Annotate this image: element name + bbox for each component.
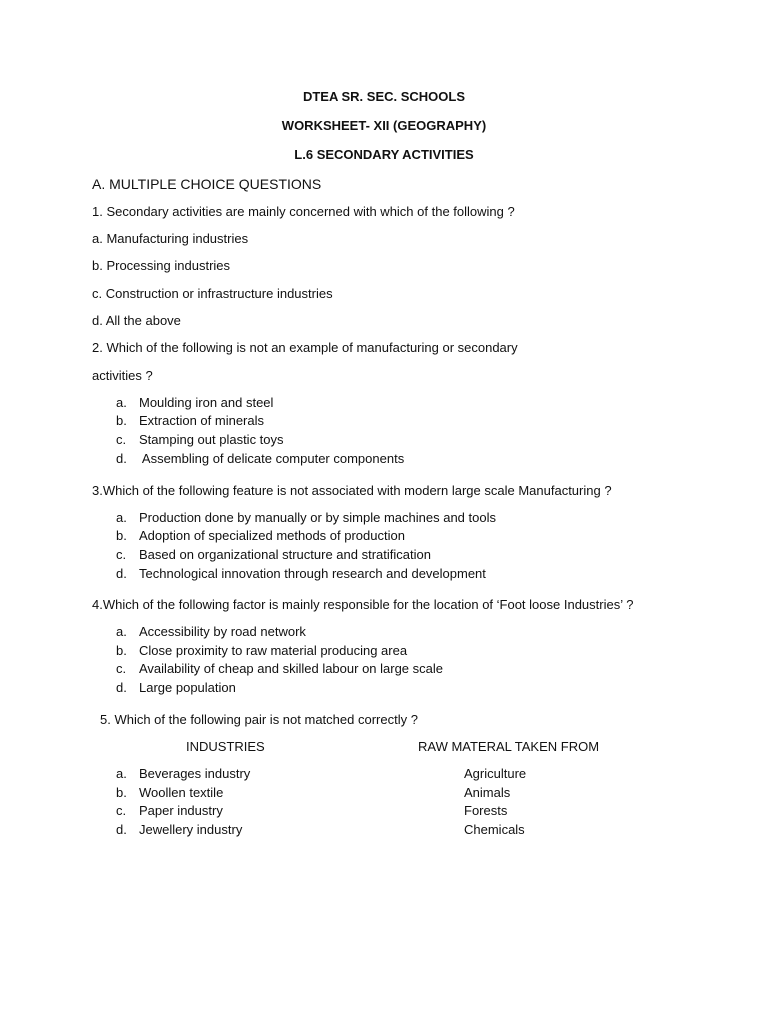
q3-option-c-text: Based on organizational structure and stratification xyxy=(139,547,431,562)
q3-option-b-label: b. xyxy=(116,528,127,543)
q4-option-d-text: Large population xyxy=(139,680,236,695)
q5-row-c-industry: Paper industry xyxy=(139,803,223,818)
school-name: DTEA SR. SEC. SCHOOLS xyxy=(302,89,466,104)
q2-option-d-label: d. xyxy=(116,451,127,466)
question-4: 4.Which of the following factor is mainly responsible for the location of ‘Foot loose Industries’ ? xyxy=(92,597,634,612)
q3-option-d-label: d. xyxy=(116,566,127,581)
q5-row-c-label: c. xyxy=(116,803,127,818)
q4-option-a-label: a. xyxy=(116,624,127,639)
q4-option-c-label: c. xyxy=(116,661,127,676)
q3-option-c-label: c. xyxy=(116,547,127,562)
q2-option-c-text: Stamping out plastic toys xyxy=(139,432,284,447)
section-heading: A. MULTIPLE CHOICE QUESTIONS xyxy=(92,176,322,192)
q4-option-c-text: Availability of cheap and skilled labour on large scale xyxy=(139,661,444,676)
lesson-title: L.6 SECONDARY ACTIVITIES xyxy=(294,147,474,162)
q5-row-d-industry: Jewellery industry xyxy=(139,822,243,837)
q5-row-a-label: a. xyxy=(116,766,127,781)
q5-row-b-label: b. xyxy=(116,785,127,800)
q5-row-c-raw: Forests xyxy=(464,803,508,818)
q5-row-b-raw: Animals xyxy=(464,785,511,800)
question-5: 5. Which of the following pair is not matched correctly ? xyxy=(100,712,418,727)
question-2-line-1: 2. Which of the following is not an example of manufacturing or secondary xyxy=(92,340,518,355)
q4-option-b-text: Close proximity to raw material producing area xyxy=(139,643,408,658)
worksheet-title: WORKSHEET- XII (GEOGRAPHY) xyxy=(281,118,487,133)
q3-option-a-text: Production done by manually or by simple machines and tools xyxy=(139,510,496,525)
q3-option-b-text: Adoption of specialized methods of production xyxy=(139,528,405,543)
q2-option-a-label: a. xyxy=(116,395,127,410)
q1-option-b: b. Processing industries xyxy=(92,258,231,273)
q2-option-d-text: Assembling of delicate computer components xyxy=(139,451,405,466)
q4-option-b-label: b. xyxy=(116,643,127,658)
column-header-raw-material: RAW MATERAL TAKEN FROM xyxy=(418,739,600,754)
q5-row-d-label: d. xyxy=(116,822,127,837)
q1-option-a: a. Manufacturing industries xyxy=(92,231,249,246)
question-2-line-2: activities ? xyxy=(92,368,153,383)
q1-option-d: d. All the above xyxy=(92,313,181,328)
column-header-industries: INDUSTRIES xyxy=(186,739,265,754)
q4-option-a-text: Accessibility by road network xyxy=(139,624,306,639)
q4-option-d-label: d. xyxy=(116,680,127,695)
q5-row-d-raw: Chemicals xyxy=(464,822,525,837)
q2-option-a-text: Moulding iron and steel xyxy=(139,395,274,410)
q3-option-d-text: Technological innovation through research and development xyxy=(139,566,486,581)
question-3: 3.Which of the following feature is not associated with modern large scale Manufacturing ? xyxy=(92,483,612,498)
question-1: 1. Secondary activities are mainly concerned with which of the following ? xyxy=(92,204,515,219)
q5-row-a-raw: Agriculture xyxy=(464,766,527,781)
q2-option-b-text: Extraction of minerals xyxy=(139,413,264,428)
q1-option-c: c. Construction or infrastructure industries xyxy=(92,286,333,301)
q5-row-a-industry: Beverages industry xyxy=(139,766,251,781)
q5-row-b-industry: Woollen textile xyxy=(139,785,224,800)
q2-option-c-label: c. xyxy=(116,432,127,447)
q3-option-a-label: a. xyxy=(116,510,127,525)
q2-option-b-label: b. xyxy=(116,413,127,428)
